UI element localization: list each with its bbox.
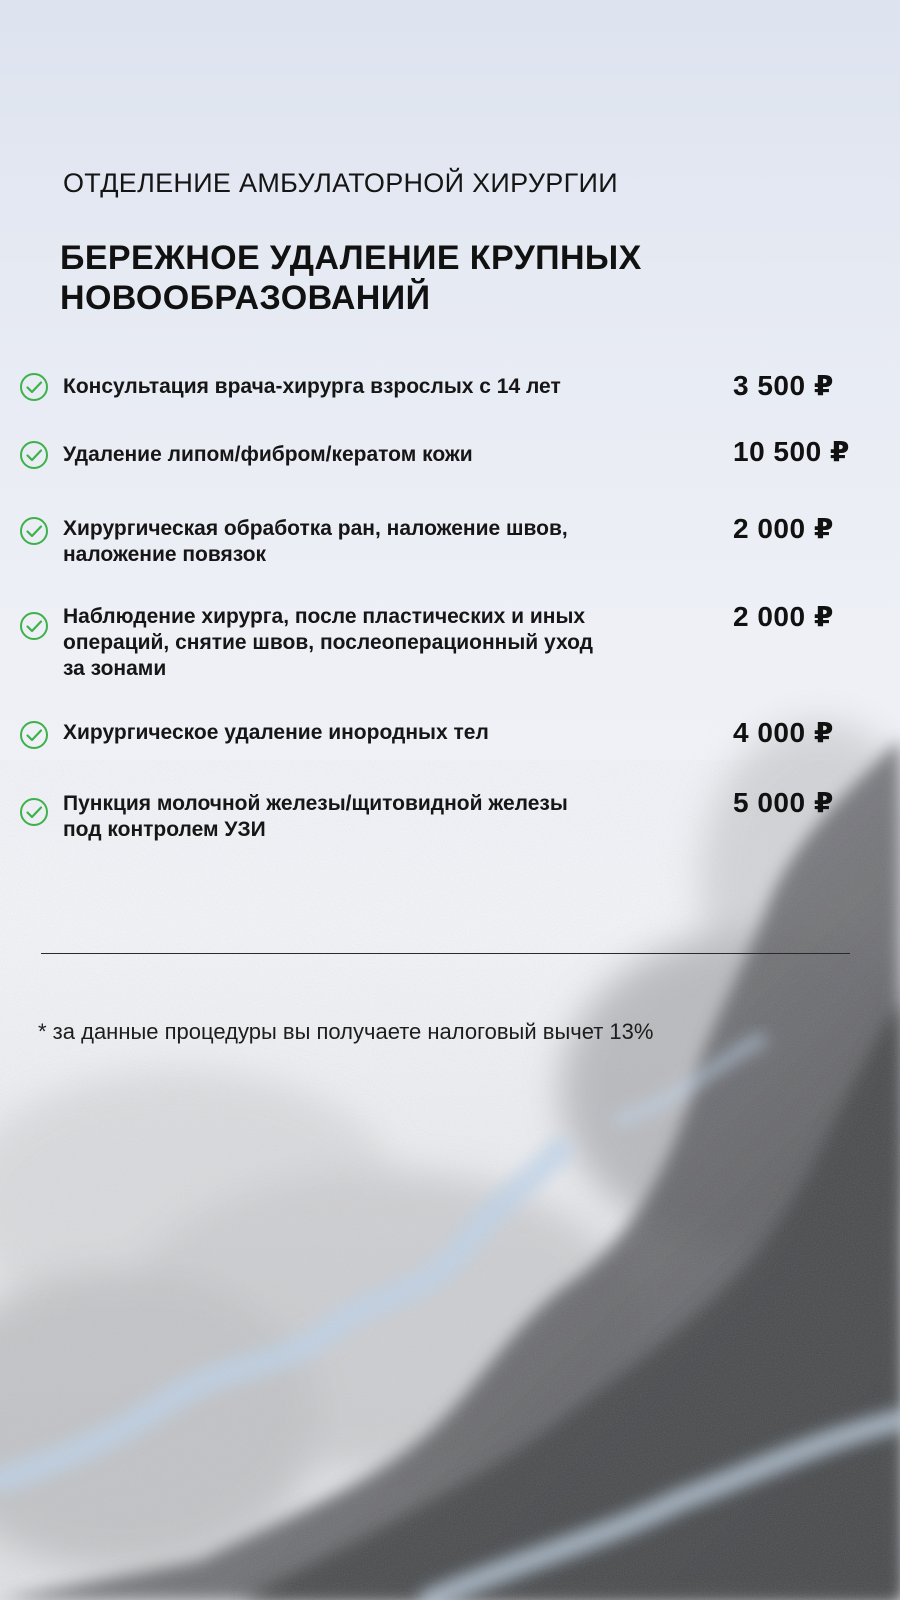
check-circle-icon xyxy=(19,720,49,750)
service-price: 4 000 ₽ xyxy=(733,717,834,748)
service-price: 3 500 ₽ xyxy=(733,370,834,401)
service-name-line: Наблюдение хирурга, после пластических и иных xyxy=(63,605,586,628)
service-price: 5 000 ₽ xyxy=(733,787,834,818)
service-name xyxy=(63,720,683,746)
service-name xyxy=(63,442,683,468)
page-title-line-1: БЕРЕЖНОЕ УДАЛЕНИЕ КРУПНЫХ xyxy=(60,239,642,277)
service-name-line: под контролем УЗИ xyxy=(63,818,266,841)
service-price: 2 000 ₽ xyxy=(733,513,834,544)
check-circle-icon xyxy=(19,516,49,546)
service-name-line: за зонами xyxy=(63,657,167,680)
check-circle-icon xyxy=(19,440,49,470)
service-price: 2 000 ₽ xyxy=(733,601,834,632)
check-circle-icon xyxy=(19,372,49,402)
service-name xyxy=(63,374,683,400)
service-name-line: Удаление липом/фибром/кератом кожи xyxy=(63,443,473,466)
divider xyxy=(41,953,850,954)
service-name-line: Хирургическое удаление инородных тел xyxy=(63,721,489,744)
check-circle-icon xyxy=(19,611,49,641)
service-name-line: Пункция молочной железы/щитовидной железы xyxy=(63,792,568,815)
service-name-line: операций, снятие швов, послеоперационный уход xyxy=(63,631,593,654)
service-name-line: Хирургическая обработка ран, наложение швов, xyxy=(63,517,568,540)
page-title xyxy=(60,238,760,318)
page-title-line-2: НОВООБРАЗОВАНИЙ xyxy=(60,279,431,317)
service-name xyxy=(63,516,683,568)
service-name xyxy=(63,604,683,682)
service-name-line: Консультация врача-хирурга взрослых с 14 лет xyxy=(63,375,561,398)
department-label: ОТДЕЛЕНИЕ АМБУЛАТОРНОЙ ХИРУРГИИ xyxy=(63,168,618,198)
tax-deduction-footnote: * за данные процедуры вы получаете налоговый вычет 13% xyxy=(38,1019,654,1044)
service-price: 10 500 ₽ xyxy=(733,436,850,467)
check-circle-icon xyxy=(19,797,49,827)
service-name xyxy=(63,791,683,843)
service-name-line: наложение повязок xyxy=(63,543,267,566)
